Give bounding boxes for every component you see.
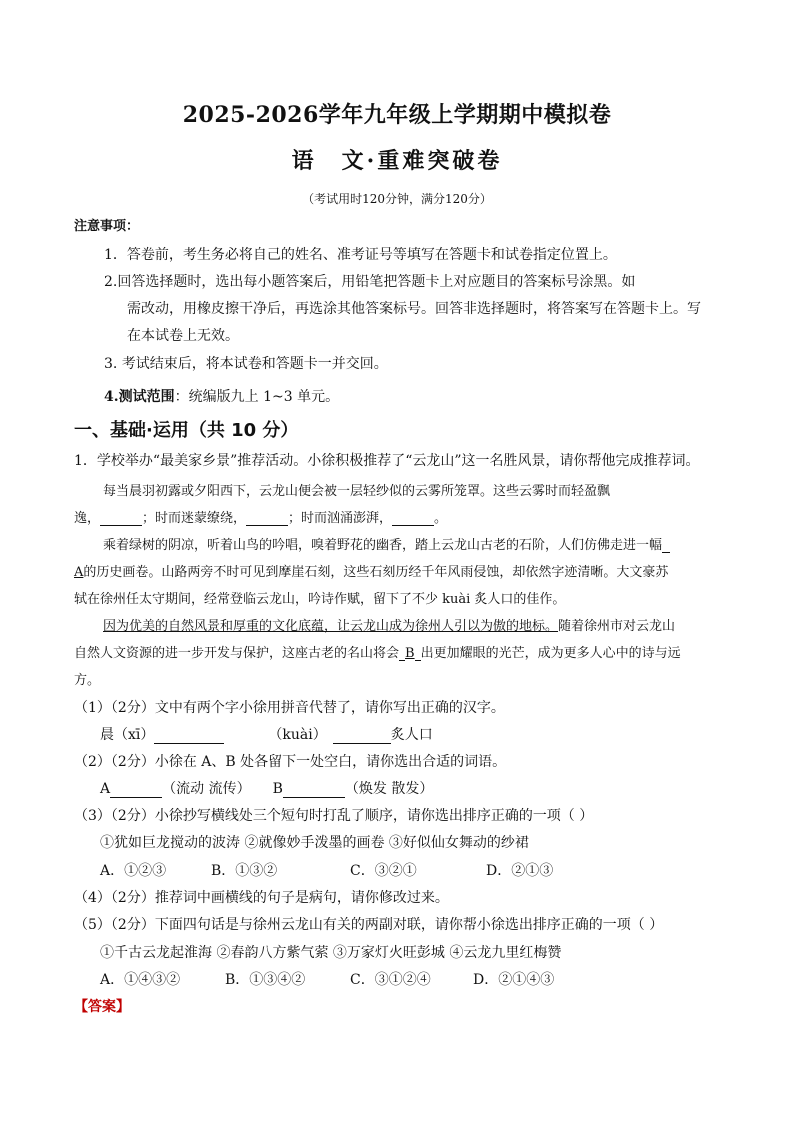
- sub-question-5-option-a: A．①④③②: [100, 972, 181, 988]
- passage-p3-line-3: 方。: [74, 673, 101, 688]
- sub-question-5-option-b: B．①③④②: [225, 972, 306, 988]
- page-subtitle: 语 文·重难突破卷: [291, 148, 503, 174]
- passage-text: 的历史画卷。山路两旁不时可见到摩崖石刻，这些石刻历经千年风雨侵蚀，却依然字迹清晰。大文豪苏: [83, 565, 669, 580]
- passage-text: 出更加耀眼的光芒，成为更多人心中的诗与远: [420, 646, 681, 661]
- sub-question-5: （5）（2分）下面四句话是与徐州云龙山有关的两副对联，请你帮小徐选出排序正确的一项（ ）: [74, 917, 664, 933]
- sub-question-3-items: ①犹如巨龙搅动的波涛 ②就像妙手泼墨的画卷 ③好似仙女舞动的纱裙: [100, 835, 529, 851]
- note-item-2-line-2: 需改动，用橡皮擦干净后，再选涂其他答案标号。回答非选择题时，将答案写在答题卡上。写: [127, 301, 701, 317]
- sub-question-1: （1）（2分）文中有两个字小徐用拼音代替了，请你写出正确的汉字。: [74, 700, 505, 716]
- passage-p3-line-2: [74, 642, 681, 661]
- passage-text: 随着徐州市对云龙山: [558, 619, 676, 634]
- sub-question-1-answers: [100, 724, 433, 744]
- passage-text: 自然人文资源的进一步开发与保护，这座古老的名山将会: [74, 646, 400, 661]
- note-item-4-text: ：统编版九上 1~3 单元。: [174, 389, 340, 405]
- passage-text: 。: [434, 511, 448, 526]
- sub-question-3-option-c: C．③②①: [350, 863, 417, 879]
- section-heading: 一、基础·运用（共 10 分）: [74, 420, 299, 441]
- page-title: 2025-2026学年九年级上学期期中模拟卷: [182, 102, 612, 128]
- answer-label: 【答案】: [74, 999, 130, 1015]
- underlined-sentence: 因为优美的自然风景和厚重的文化底蕴，让云龙山成为徐州人引以为傲的地标。: [103, 619, 559, 634]
- options-a: （流动 流传）: [162, 781, 251, 797]
- sub-question-5-items: ①千古云龙起淮海 ②春韵八方紫气萦 ③万家灯火旺彭城 ④云龙九里红梅赞: [100, 945, 562, 961]
- sub-question-3-option-d: D．②①③: [486, 863, 554, 879]
- passage-p2-line-2: [74, 561, 668, 580]
- note-item-2-line-3: 在本试卷上无效。: [127, 328, 239, 344]
- passage-text: ；时而迷蒙缭绕，: [142, 511, 247, 526]
- notes-heading: 注意事项：: [74, 219, 140, 234]
- blank-b-label: B: [405, 646, 415, 661]
- passage-p1-line-2: [74, 507, 447, 526]
- passage-text: 逸，: [74, 511, 101, 526]
- sub-question-3: （3）（2分）小徐抄写横线处三个短句时打乱了顺序，请你选出排序正确的一项（ ）: [74, 808, 594, 824]
- pinyin-kuai: （kuài）: [268, 727, 327, 743]
- sub-question-3-option-b: B．①③②: [211, 863, 278, 879]
- sub-question-5-option-d: D．②①④③: [473, 972, 555, 988]
- answer-blank-xi: [154, 728, 224, 744]
- passage-text: 乘着绿树的阴凉，听着山鸟的吟唱，嗅着野花的幽香，踏上云龙山古老的石阶，人们仿佛走进一幅: [103, 538, 663, 553]
- sub-question-2: （2）（2分）小徐在 A、B 处各留下一处空白，请你选出合适的词语。: [74, 754, 507, 770]
- time-note: （考试用时120分钟，满分120分）: [302, 192, 492, 206]
- label-b: B: [272, 781, 283, 797]
- options-b: （焕发 散发）: [344, 781, 434, 797]
- fill-blank-2: [246, 510, 288, 526]
- fill-blank-1: [100, 510, 142, 526]
- label-a: A: [100, 781, 111, 797]
- question-1-stem: 1．学校举办“最美家乡景”推荐活动。小徐积极推荐了“云龙山”这一名胜风景，请你帮他完成推荐词。: [74, 453, 700, 469]
- sub-question-4: （4）（2分）推荐词中画横线的句子是病句，请你修改过来。: [74, 890, 449, 906]
- answer-blank-kuai: [333, 728, 391, 744]
- sub-question-2-answers: [100, 778, 433, 798]
- note-item-4: [104, 386, 339, 406]
- pinyin-xi: 晨（xī）: [100, 727, 155, 743]
- fill-blank-3: [392, 510, 434, 526]
- sub-question-3-option-a: A．①②③: [100, 863, 167, 879]
- answer-blank-a: [110, 782, 162, 798]
- passage-text: ；时而汹涌澎湃，: [288, 511, 393, 526]
- note-item-2-line-1: 2.回答选择题时，选出每小题答案后，用铅笔把答题卡上对应题目的答案标号涂黑。如: [104, 274, 636, 290]
- note-item-1: 1．答卷前，考生务必将自己的姓名、准考证号等填写在答题卡和试卷指定位置上。: [104, 247, 617, 263]
- word-suffix: 炙人口: [390, 727, 433, 743]
- passage-p1-line-1: 每当晨羽初露或夕阳西下，云龙山便会被一层轻纱似的云雾所笼罩。这些云雾时而轻盈飘: [103, 484, 611, 499]
- passage-p2-line-3: 轼在徐州任太守期间，经常登临云龙山，吟诗作赋，留下了不少 kuài 炙人口的佳作。: [74, 592, 566, 607]
- note-item-4-label: 4.测试范围: [104, 389, 175, 405]
- passage-p3-line-1: [103, 615, 675, 634]
- passage-p2-line-1: [103, 534, 670, 553]
- answer-blank-b: [283, 782, 345, 798]
- blank-a-label: A: [74, 565, 84, 580]
- fill-blank-a-start: [662, 537, 670, 553]
- note-item-3: 3. 考试结束后，将本试卷和答题卡一并交回。: [104, 356, 388, 372]
- sub-question-5-option-c: C．③①②④: [350, 972, 431, 988]
